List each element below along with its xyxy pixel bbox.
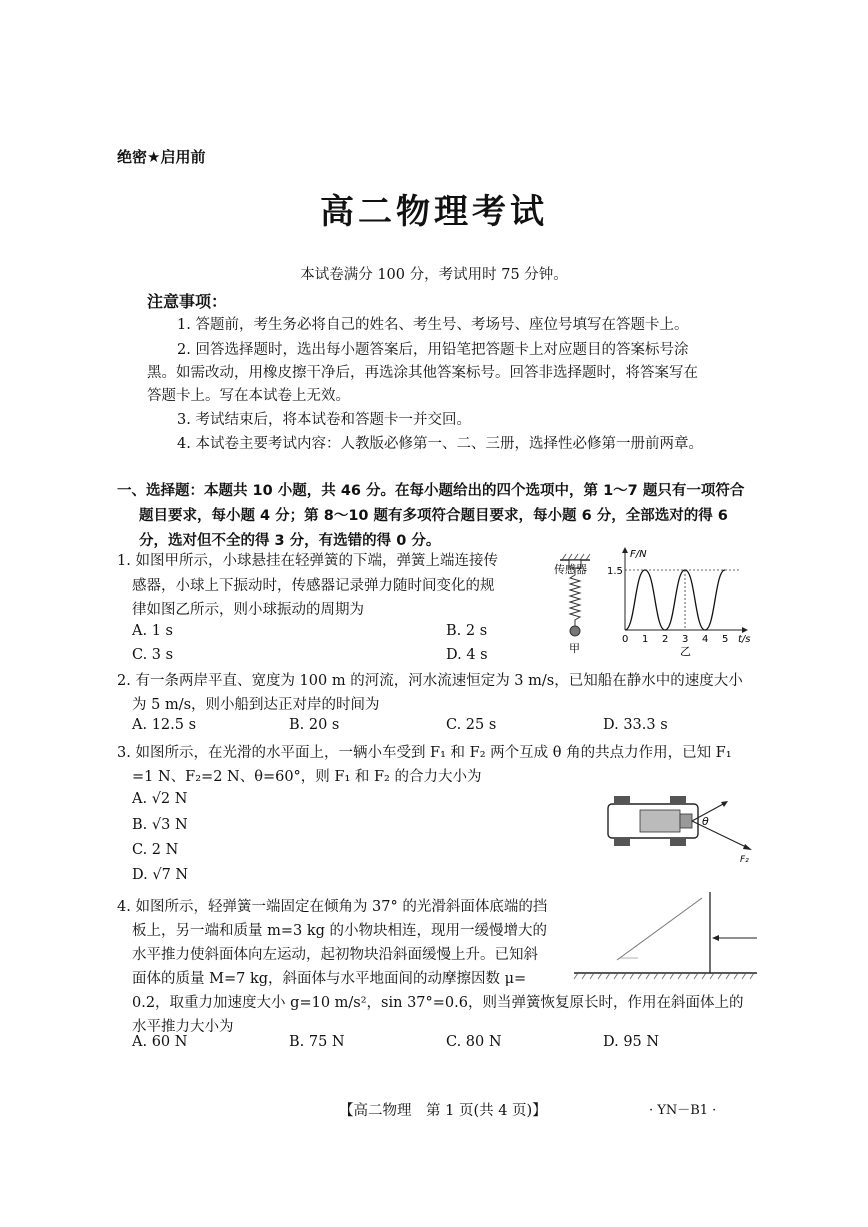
q2-option-d: D. 33.3 s [603,717,668,733]
q1-option-b: B. 2 s [446,623,488,639]
q1-line-1: 1. 如图甲所示，小球悬挂在轻弹簧的下端，弹簧上端连接传 [117,553,498,569]
q2-line-1: 2. 有一条两岸平直、宽度为 100 m 的河流，河水流速恒定为 3 m/s，已知船在静水中的速度大小 [117,673,743,689]
exam-title: 高二物理考试 [320,192,548,232]
force-curve [625,570,725,630]
x-tick-3: 3 [682,634,689,645]
theta-label: θ [702,815,709,828]
label-yi: 乙 [680,645,691,658]
q1-figure [550,545,760,665]
q1-option-a: A. 1 s [132,623,173,639]
q4-option-c: C. 80 N [446,1034,502,1050]
q3-figure [600,790,765,865]
page-footer: 【高二物理 第 1 页(共 4 页)】 [339,1103,547,1119]
q2-option-c: C. 25 s [446,717,497,733]
sensor-label: 传感器 [554,563,587,576]
x-axis-label: t/s [738,634,751,645]
notice-item-2-cont: 黑。如需改动，用橡皮擦干净后，再选涂其他答案标号。回答非选择题时，将答案写在 [147,365,698,381]
ball [570,626,580,636]
notice-item-2: 2. 回答选择题时，选出每小题答案后，用铅笔把答题卡上对应题目的答案标号涂 [177,342,689,358]
wheel-top-right [670,796,686,804]
q4-figure [572,888,762,983]
q1-option-c: C. 3 s [132,647,174,663]
q4-line-6: 水平推力大小为 [132,1019,234,1035]
f2-label: F₂ [740,855,749,865]
q4-option-d: D. 95 N [603,1034,660,1050]
q4-option-a: A. 60 N [132,1034,188,1050]
q3-line-1: 3. 如图所示，在光滑的水平面上，一辆小车受到 F₁ 和 F₂ 两个互成 θ 角的共点力作用，已知 F₁ [117,745,732,761]
q1-line-2: 感器，小球上下振动时，传感器记录弹力随时间变化的规 [132,578,495,594]
confidential-mark: 绝密★启用前 [117,148,206,166]
y-axis-label: F/N [630,549,647,560]
force-f2 [692,821,748,848]
notice-heading: 注意事项： [147,292,228,311]
x-tick-0: 0 [622,634,629,645]
q4-line-4: 面体的质量 M=7 kg，斜面体与水平地面间的动摩擦因数 μ= [132,971,527,987]
q4-option-b: B. 75 N [289,1034,345,1050]
wheel-bottom-right [670,838,686,846]
q2-line-2: 为 5 m/s，则小船到达正对岸的时间为 [132,697,380,713]
q4-line-2: 板上，另一端和质量 m=3 kg 的小物块相连，现用一缓慢增大的 [132,923,548,939]
q3-option-d: D. √7 N [132,867,189,883]
q3-option-b: B. √3 N [132,817,188,833]
q4-line-5: 0.2，取重力加速度大小 g=10 m/s²，sin 37°=0.6，则当弹簧恢复原长时，作用在斜面体上的 [132,995,744,1011]
q4-line-3: 水平推力使斜面体向左运动，起初物块沿斜面缓慢上升。已知斜 [132,947,538,963]
q2-option-b: B. 20 s [289,717,340,733]
section-heading: 一、选择题：本题共 10 小题，共 46 分。在每小题给出的四个选项中，第 1～7 题只有一项符合题目要求，每小题 4 分；第 8～10 题有多项符合题目要求，每小题 6 分，全部选对的得 6 分，选对但不全的得 3 分，有选错的得 0 分。 [117,483,745,549]
y-tick-1-5: 1.5 [607,566,623,577]
q3-option-c: C. 2 N [132,842,179,858]
notice-item-4: 4. 本试卷主要考试内容：人教版必修第一、二、三册，选择性必修第一册前两章。 [177,436,703,452]
x-tick-4: 4 [702,634,709,645]
x-tick-5: 5 [722,634,729,645]
exam-meta: 本试卷满分 100 分，考试用时 75 分钟。 [300,267,568,283]
q1-option-d: D. 4 s [446,647,488,663]
spring [570,568,580,626]
wheel-bottom-left [614,838,630,846]
incline-surface [617,898,702,960]
q4-line-1: 4. 如图所示，轻弹簧一端固定在倾角为 37° 的光滑斜面体底端的挡 [117,899,548,915]
q3-line-2: =1 N、F₂=2 N、θ=60°，则 F₁ 和 F₂ 的合力大小为 [132,769,482,785]
x-tick-1: 1 [642,634,649,645]
label-jia: 甲 [569,642,580,655]
q3-option-a: A. √2 N [132,791,188,807]
wheel-top-left [614,796,630,804]
notice-item-1: 1. 答题前，考生务必将自己的姓名、考生号、考场号、座位号填写在答题卡上。 [177,317,689,333]
q2-option-a: A. 12.5 s [132,717,197,733]
page-code: · YN－B1 · [649,1103,717,1118]
notice-item-2-cont2: 答题卡上。写在本试卷上无效。 [147,388,350,404]
q1-line-3: 律如图乙所示，则小球振动的周期为 [132,602,364,618]
notice-item-3: 3. 考试结束后，将本试卷和答题卡一并交回。 [177,412,471,428]
x-tick-2: 2 [662,634,669,645]
